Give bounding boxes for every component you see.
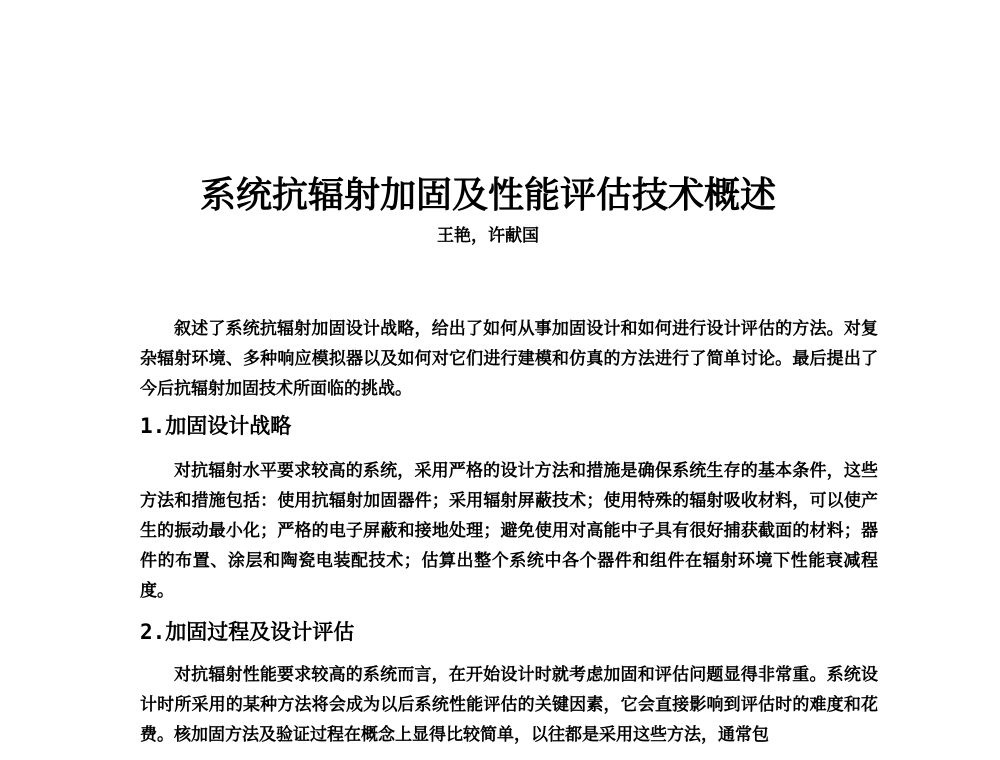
section-2-heading (140, 616, 354, 648)
section-2-title: 加固过程及设计评估 (165, 620, 355, 644)
section-2-body (140, 660, 878, 750)
page-title: 系统抗辐射加固及性能评估技术概述 (199, 175, 776, 216)
section-1-number: 1. (140, 414, 166, 438)
section-1-title: 加固设计战略 (165, 414, 292, 438)
authors-line: 王艳，许献国 (437, 226, 539, 246)
section-1-heading (140, 410, 291, 442)
abstract-paragraph: 叙述了系统抗辐射加固设计战略，给出了如何从事加固设计和如何进行设计评估的方法。对复杂辐射环境、多种响应模拟器以及如何对它们进行建模和仿真的方法进行了简单讨论。最后提出了今后抗辐射加固技术所面临的挑战。 (140, 319, 878, 399)
section-2-number: 2. (140, 620, 166, 644)
section-2-paragraph: 对抗辐射性能要求较高的系统而言，在开始设计时就考虑加固和评估问题显得非常重。系统设计时所采用的某种方法将会成为以后系统性能评估的关键因素，它会直接影响到评估时的难度和花费。核加固方法及验证过程在概念上显得比较简单，以往都是采用这些方法，通常包 (140, 665, 878, 745)
section-1-paragraph: 对抗辐射水平要求较高的系统，采用严格的设计方法和措施是确保系统生存的基本条件，这些方法和措施包括：使用抗辐射加固器件；采用辐射屏蔽技术；使用特殊的辐射吸收材料，可以使产生的振动最小化；严格的电子屏蔽和接地处理；避免使用对高能中子具有很好捕获截面的材料；器件的布置、涂层和陶瓷电装配技术；估算出整个系统中各个器件和组件在辐射环境下性能衰减程度。 (140, 461, 878, 601)
abstract-block (140, 314, 878, 404)
section-1-body (140, 456, 878, 606)
